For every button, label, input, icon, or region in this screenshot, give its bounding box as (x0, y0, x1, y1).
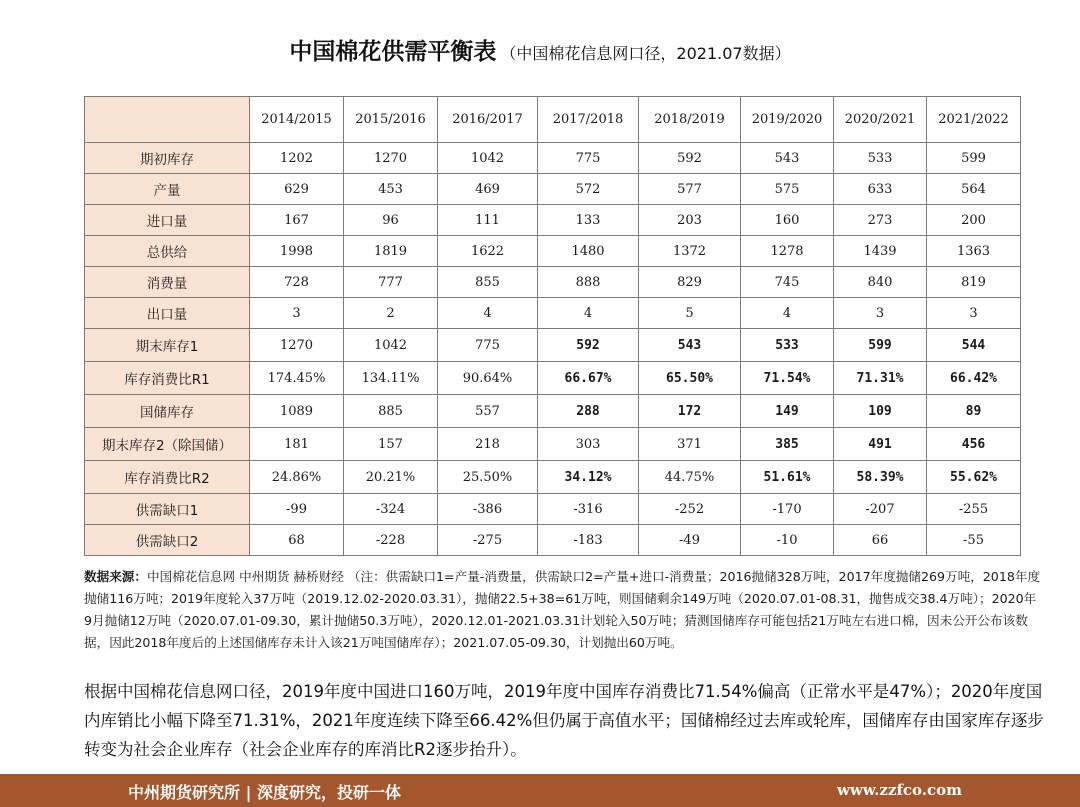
table-cell: 371 (639, 428, 741, 461)
table-cell: 885 (344, 395, 438, 428)
table-cell: 149 (741, 395, 834, 428)
table-cell: 134.11% (344, 362, 438, 395)
table-cell: 66.67% (538, 362, 639, 395)
row-label: 供需缺口1 (85, 494, 250, 525)
table-cell: 1363 (927, 236, 1021, 267)
table-corner-cell (85, 97, 250, 143)
column-header: 2018/2019 (639, 97, 741, 143)
row-label: 总供给 (85, 236, 250, 267)
table-cell: 775 (538, 143, 639, 174)
data-source-note (84, 566, 1044, 654)
table-cell: -228 (344, 525, 438, 556)
row-label: 期末库存2（除国储） (85, 428, 250, 461)
table-row (85, 395, 1021, 428)
table-cell: 564 (927, 174, 1021, 205)
table-cell: 385 (741, 428, 834, 461)
table-cell: 109 (834, 395, 927, 428)
table-cell: 68 (250, 525, 344, 556)
row-label: 库存消费比R1 (85, 362, 250, 395)
table-row (85, 143, 1021, 174)
table-cell: 575 (741, 174, 834, 205)
table-cell: 829 (639, 267, 741, 298)
table-cell: 1042 (438, 143, 538, 174)
table-cell: -316 (538, 494, 639, 525)
table-cell: 491 (834, 428, 927, 461)
title-main: 中国棉花供需平衡表 (289, 39, 497, 65)
table-row (85, 329, 1021, 362)
table-cell: 1819 (344, 236, 438, 267)
table-cell: 543 (639, 329, 741, 362)
table-cell: 777 (344, 267, 438, 298)
table-cell: 1270 (250, 329, 344, 362)
column-header: 2019/2020 (741, 97, 834, 143)
table-cell: -49 (639, 525, 741, 556)
note-text: 中国棉花信息网 中州期货 赫桥财经 （注：供需缺口1=产量-消费量，供需缺口2=产量+进口-消费量；2016抛储328万吨，2017年度抛储269万吨，2018年度抛储116万吨；2019年度轮入37万吨（2019.12.02-2020.03.31），抛储22.5+38=61万吨，则国储剩余149万吨（2020.07.01-08.31，抛售成交38.4万吨）；2020年9月抛储12万吨（2020.07.01-09.30，累计抛储50.3万吨），2020.12.01-2021.03.31计划轮入50万吨；猜测国储库存可能包括21万吨左右进口棉，因未公开公布该数据，因此2018年度后的上述国储库存未计入该21万吨国储库存）；2021.07.05-09.30，计划抛出60万吨。 (84, 569, 1041, 650)
footer-website: www.zzfco.com (836, 781, 962, 799)
table-cell: 66 (834, 525, 927, 556)
table-cell: 303 (538, 428, 639, 461)
table-cell: 89 (927, 395, 1021, 428)
table-cell: 3 (927, 298, 1021, 329)
table-cell: 71.31% (834, 362, 927, 395)
table-cell: 65.50% (639, 362, 741, 395)
table-row (85, 525, 1021, 556)
table-cell: 1089 (250, 395, 344, 428)
table-cell: 819 (927, 267, 1021, 298)
table-row (85, 428, 1021, 461)
table-cell: 3 (250, 298, 344, 329)
row-label: 期末库存1 (85, 329, 250, 362)
table-cell: 44.75% (639, 461, 741, 494)
table-cell: -99 (250, 494, 344, 525)
table-cell: -255 (927, 494, 1021, 525)
table-row (85, 174, 1021, 205)
table-cell: 24.86% (250, 461, 344, 494)
table-cell: 633 (834, 174, 927, 205)
table-row (85, 267, 1021, 298)
table-cell: 90.64% (438, 362, 538, 395)
table-cell: -10 (741, 525, 834, 556)
column-header: 2021/2022 (927, 97, 1021, 143)
table-cell: 533 (834, 143, 927, 174)
table-cell: 557 (438, 395, 538, 428)
table-row (85, 494, 1021, 525)
table-cell: 1372 (639, 236, 741, 267)
row-label: 产量 (85, 174, 250, 205)
table-cell: 456 (927, 428, 1021, 461)
table-cell: 1480 (538, 236, 639, 267)
table-cell: 25.50% (438, 461, 538, 494)
table-cell: 533 (741, 329, 834, 362)
table-cell: 544 (927, 329, 1021, 362)
table-cell: 629 (250, 174, 344, 205)
row-label: 国储库存 (85, 395, 250, 428)
table-cell: 200 (927, 205, 1021, 236)
table-cell: 157 (344, 428, 438, 461)
column-header: 2017/2018 (538, 97, 639, 143)
table-cell: 96 (344, 205, 438, 236)
table-cell: 34.12% (538, 461, 639, 494)
row-label: 进口量 (85, 205, 250, 236)
page-title (0, 33, 1080, 66)
table-cell: 167 (250, 205, 344, 236)
row-label: 库存消费比R2 (85, 461, 250, 494)
table-cell: 20.21% (344, 461, 438, 494)
title-subtitle: （中国棉花信息网口径，2021.07数据） (500, 44, 791, 63)
table-cell: 453 (344, 174, 438, 205)
table-cell: 745 (741, 267, 834, 298)
footer-bar (0, 774, 1080, 807)
row-label: 消费量 (85, 267, 250, 298)
table-cell: 1439 (834, 236, 927, 267)
table-cell: 728 (250, 267, 344, 298)
footer-brand: 中州期货研究所 | 深度研究，投研一体 (128, 783, 401, 802)
table-cell: -324 (344, 494, 438, 525)
table-cell: -275 (438, 525, 538, 556)
table-cell: 599 (834, 329, 927, 362)
table-cell: 66.42% (927, 362, 1021, 395)
column-header: 2020/2021 (834, 97, 927, 143)
table-cell: 1270 (344, 143, 438, 174)
table-cell: 174.45% (250, 362, 344, 395)
table-cell: 572 (538, 174, 639, 205)
table-cell: 55.62% (927, 461, 1021, 494)
table-header-row (85, 97, 1021, 143)
column-header: 2015/2016 (344, 97, 438, 143)
table-cell: 543 (741, 143, 834, 174)
table-cell: 3 (834, 298, 927, 329)
table-cell: -183 (538, 525, 639, 556)
table-cell: 1622 (438, 236, 538, 267)
table-cell: 592 (639, 143, 741, 174)
table-cell: 172 (639, 395, 741, 428)
table-cell: 51.61% (741, 461, 834, 494)
table-cell: 273 (834, 205, 927, 236)
conclusion-paragraph: 根据中国棉花信息网口径，2019年度中国进口160万吨，2019年度中国库存消费比71.54%偏高（正常水平是47%）；2020年度国内库销比小幅下降至71.31%，2021年度连续下降至66.42%但仍属于高值水平；国储棉经过去库或轮库，国储库存由国家库存逐步转变为社会企业库存（社会企业库存的库消比R2逐步抬升）。 (84, 682, 1044, 759)
table-cell: 5 (639, 298, 741, 329)
table-row (85, 362, 1021, 395)
table-cell: 855 (438, 267, 538, 298)
table-cell: 1042 (344, 329, 438, 362)
supply-demand-table (84, 96, 1021, 556)
table-cell: 160 (741, 205, 834, 236)
table-row (85, 236, 1021, 267)
table-cell: -207 (834, 494, 927, 525)
table-cell: 4 (438, 298, 538, 329)
table-cell: 469 (438, 174, 538, 205)
note-lead: 数据来源： (84, 569, 147, 584)
row-label: 供需缺口2 (85, 525, 250, 556)
column-header: 2016/2017 (438, 97, 538, 143)
table-cell: 58.39% (834, 461, 927, 494)
row-label: 出口量 (85, 298, 250, 329)
column-header: 2014/2015 (250, 97, 344, 143)
table-cell: 577 (639, 174, 741, 205)
table-cell: 1202 (250, 143, 344, 174)
table-cell: 888 (538, 267, 639, 298)
table-cell: 133 (538, 205, 639, 236)
table-cell: 1278 (741, 236, 834, 267)
table-cell: -55 (927, 525, 1021, 556)
table-cell: 4 (538, 298, 639, 329)
table-cell: 203 (639, 205, 741, 236)
table-cell: -386 (438, 494, 538, 525)
table-cell: 288 (538, 395, 639, 428)
table-cell: 2 (344, 298, 438, 329)
table-row (85, 298, 1021, 329)
table-cell: 592 (538, 329, 639, 362)
table-cell: 181 (250, 428, 344, 461)
table-row (85, 461, 1021, 494)
table-row (85, 205, 1021, 236)
table-cell: 111 (438, 205, 538, 236)
table-cell: 840 (834, 267, 927, 298)
table-cell: 71.54% (741, 362, 834, 395)
table-cell: 775 (438, 329, 538, 362)
table-cell: -252 (639, 494, 741, 525)
table-cell: 218 (438, 428, 538, 461)
table-cell: 599 (927, 143, 1021, 174)
table-cell: 4 (741, 298, 834, 329)
table-cell: 1998 (250, 236, 344, 267)
table-cell: -170 (741, 494, 834, 525)
row-label: 期初库存 (85, 143, 250, 174)
